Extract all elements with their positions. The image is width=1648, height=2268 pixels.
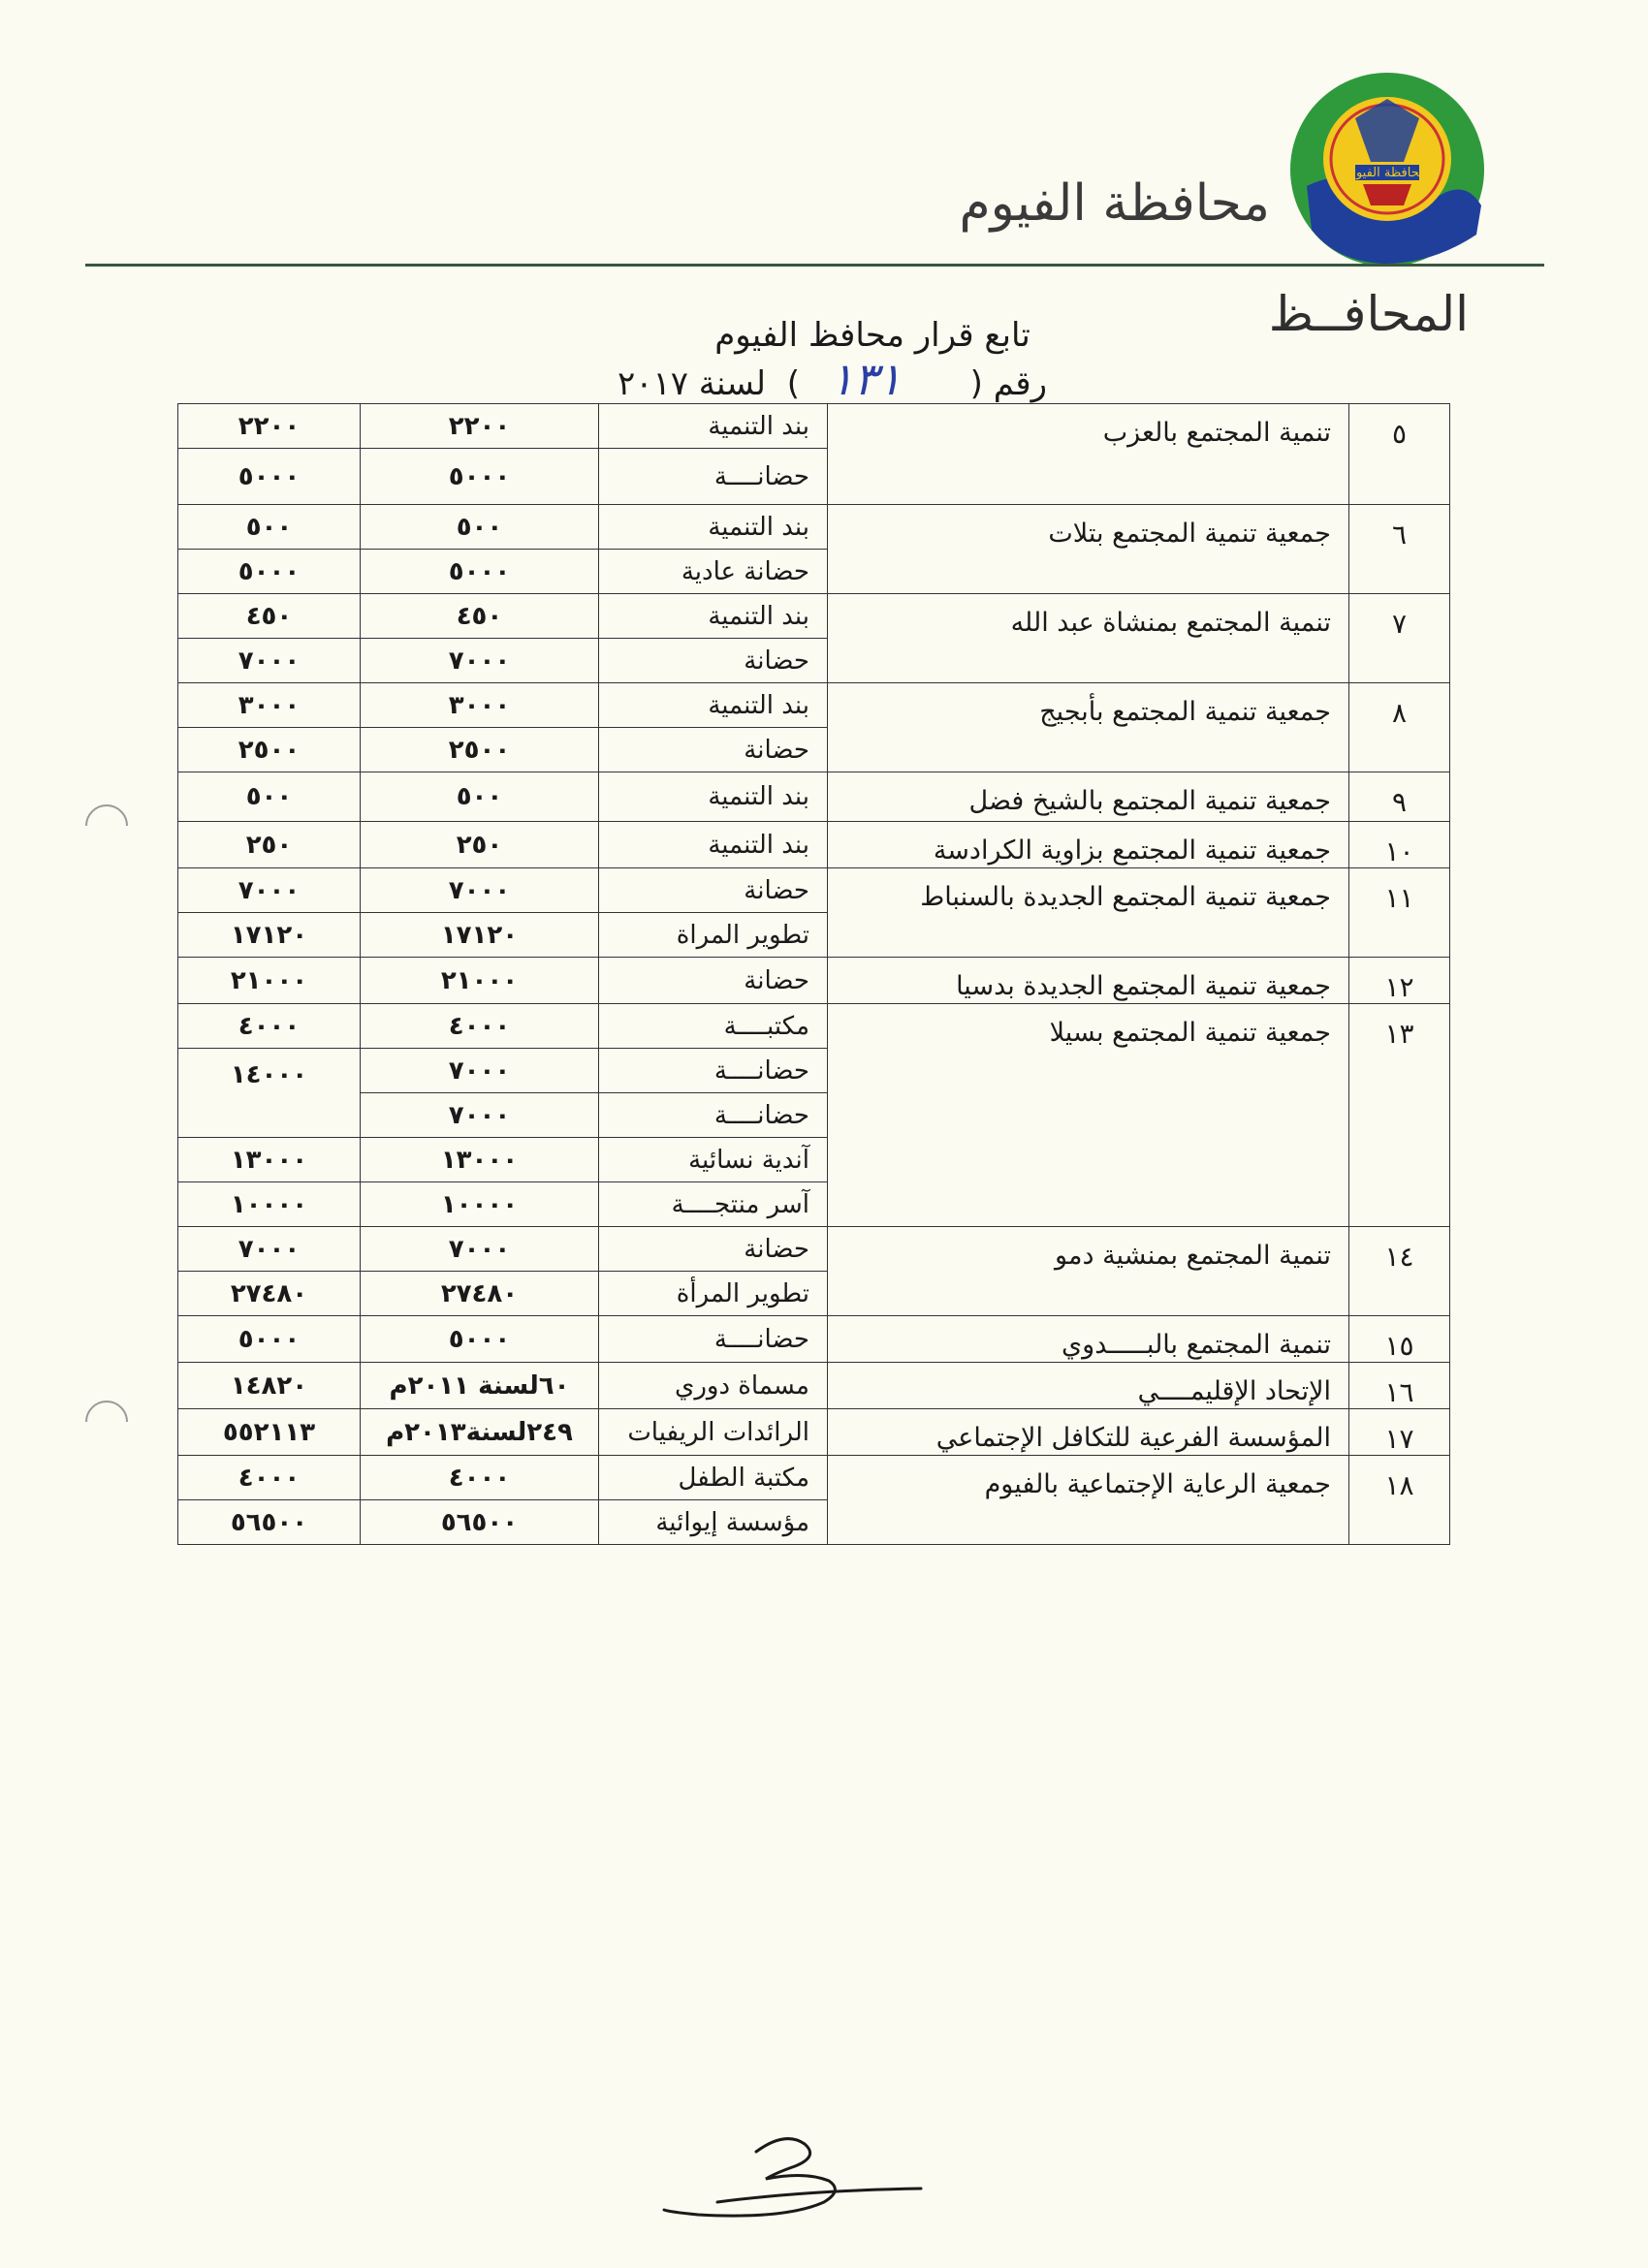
row-total: ٥٠٠	[178, 772, 361, 822]
row-serial: ٩	[1349, 772, 1450, 822]
decree-number-label: رقم (	[969, 364, 1047, 403]
row-amount: ٢٤٩لسنة٢٠١٣م	[361, 1409, 599, 1456]
decree-close-paren: )	[786, 364, 800, 403]
table-row	[178, 822, 1450, 868]
row-serial: ٧	[1349, 594, 1450, 683]
row-amount: ٢٥٠٠	[361, 728, 599, 772]
row-item: الرائدات الريفيات	[599, 1409, 828, 1456]
row-item: حضانة	[599, 868, 828, 913]
row-entity: تنمية المجتمع بالعزب	[828, 404, 1349, 505]
row-serial: ١٨	[1349, 1456, 1450, 1545]
row-item: مكتبة الطفل	[599, 1456, 828, 1500]
row-serial: ٨	[1349, 683, 1450, 772]
row-amount: ٥٠٠٠	[361, 1316, 599, 1363]
row-amount: ٢٧٤٨٠	[361, 1272, 599, 1316]
row-total: ٤٥٠	[178, 594, 361, 639]
row-amount: ٧٠٠٠	[361, 868, 599, 913]
header-divider	[85, 264, 1544, 267]
row-entity: جمعية تنمية المجتمع بسيلا	[828, 1004, 1349, 1227]
row-item: بند التنمية	[599, 683, 828, 728]
row-total: ١٠٠٠٠	[178, 1182, 361, 1227]
row-total: ٣٠٠٠	[178, 683, 361, 728]
row-serial: ١٠	[1349, 822, 1450, 868]
row-amount: ٢٥٠	[361, 822, 599, 868]
row-entity: تنمية المجتمع بمنشية دمو	[828, 1227, 1349, 1316]
decree-number-handwritten: ١٣١	[829, 353, 902, 405]
row-amount: ٧٠٠٠	[361, 1227, 599, 1272]
row-entity: تنمية المجتمع بمنشاة عبد الله	[828, 594, 1349, 683]
row-amount: ٥٠٠٠	[361, 449, 599, 505]
row-item: حضانة	[599, 958, 828, 1004]
row-total: ٧٠٠٠	[178, 639, 361, 683]
row-item: حضانة	[599, 1227, 828, 1272]
row-item: مؤسسة إيوائية	[599, 1500, 828, 1545]
row-amount: ٢٢٠٠	[361, 404, 599, 449]
row-serial: ١١	[1349, 868, 1450, 958]
row-entity: جمعية تنمية المجتمع بزاوية الكرادسة	[828, 822, 1349, 868]
table-row	[178, 1316, 1450, 1363]
row-item: بند التنمية	[599, 822, 828, 868]
row-entity: جمعية الرعاية الإجتماعية بالفيوم	[828, 1456, 1349, 1545]
row-item: حضانــــة	[599, 1049, 828, 1093]
row-total: ٢٢٠٠	[178, 404, 361, 449]
row-amount: ٥٠٠	[361, 772, 599, 822]
row-entity: المؤسسة الفرعية للتكافل الإجتماعي	[828, 1409, 1349, 1456]
table-row	[178, 868, 1450, 913]
governorate-name: محافظة الفيوم	[959, 174, 1270, 233]
row-entity: الإتحاد الإقليمــــي	[828, 1363, 1349, 1409]
row-amount: ٧٠٠٠	[361, 639, 599, 683]
row-serial: ٥	[1349, 404, 1450, 505]
row-entity: تنمية المجتمع بالبـــــدوي	[828, 1316, 1349, 1363]
table-row	[178, 958, 1450, 1004]
decree-year: لسنة ٢٠١٧	[617, 364, 766, 403]
row-item: حضانة	[599, 639, 828, 683]
row-total: ١٤٨٢٠	[178, 1363, 361, 1409]
table-row	[178, 772, 1450, 822]
row-total: ١٧١٢٠	[178, 913, 361, 958]
table-row	[178, 1004, 1450, 1049]
punch-hole-bottom	[85, 1401, 128, 1443]
row-serial: ١٧	[1349, 1409, 1450, 1456]
row-total: ٥٠٠٠	[178, 449, 361, 505]
table-row	[178, 683, 1450, 728]
row-item: آندية نسائية	[599, 1138, 828, 1182]
row-total: ٢٧٤٨٠	[178, 1272, 361, 1316]
row-total: ٥٥٢١١٣	[178, 1409, 361, 1456]
row-amount: ٥٠٠٠	[361, 550, 599, 594]
row-entity: جمعية تنمية المجتمع الجديدة بالسنباط	[828, 868, 1349, 958]
row-total: ٢١٠٠٠	[178, 958, 361, 1004]
row-item: حضانــــة	[599, 1316, 828, 1363]
row-total: ١٤٠٠٠	[178, 1049, 361, 1138]
row-serial: ٦	[1349, 505, 1450, 594]
row-amount: ٢١٠٠٠	[361, 958, 599, 1004]
row-serial: ١٤	[1349, 1227, 1450, 1316]
row-item: مكتبــــة	[599, 1004, 828, 1049]
logo-text: محافظة الفيوم	[1347, 166, 1427, 180]
row-item: بند التنمية	[599, 404, 828, 449]
row-item: بند التنمية	[599, 505, 828, 550]
row-serial: ١٣	[1349, 1004, 1450, 1227]
table-row	[178, 1456, 1450, 1500]
row-total: ٥٠٠	[178, 505, 361, 550]
row-item: حضانــــة	[599, 449, 828, 505]
table-row	[178, 1363, 1450, 1409]
row-item: بند التنمية	[599, 772, 828, 822]
allocation-table	[177, 403, 1450, 1545]
row-amount: ١٧١٢٠	[361, 913, 599, 958]
row-total: ٧٠٠٠	[178, 868, 361, 913]
row-amount: ١٣٠٠٠	[361, 1138, 599, 1182]
row-item: حضانة عادية	[599, 550, 828, 594]
row-item: تطوير المرأة	[599, 1272, 828, 1316]
row-amount: ٧٠٠٠	[361, 1049, 599, 1093]
table-row	[178, 594, 1450, 639]
row-item: بند التنمية	[599, 594, 828, 639]
row-total: ٥٦٥٠٠	[178, 1500, 361, 1545]
punch-hole-top	[85, 804, 128, 847]
table-row	[178, 404, 1450, 449]
row-item: آسر منتجــــة	[599, 1182, 828, 1227]
row-total: ٥٠٠٠	[178, 550, 361, 594]
row-total: ٢٥٠٠	[178, 728, 361, 772]
governorate-logo	[1287, 70, 1487, 269]
row-item: حضانة	[599, 728, 828, 772]
row-total: ٤٠٠٠	[178, 1004, 361, 1049]
row-serial: ١٥	[1349, 1316, 1450, 1363]
row-serial: ١٢	[1349, 958, 1450, 1004]
office-title: المحافــظ	[1268, 286, 1469, 342]
row-entity: جمعية تنمية المجتمع الجديدة بدسيا	[828, 958, 1349, 1004]
row-entity: جمعية تنمية المجتمع بتلات	[828, 505, 1349, 594]
row-amount: ٦٠لسنة ٢٠١١م	[361, 1363, 599, 1409]
row-amount: ٥٠٠	[361, 505, 599, 550]
table-row	[178, 1227, 1450, 1272]
row-total: ٧٠٠٠	[178, 1227, 361, 1272]
row-amount: ٣٠٠٠	[361, 683, 599, 728]
row-total: ٥٠٠٠	[178, 1316, 361, 1363]
row-total: ٤٠٠٠	[178, 1456, 361, 1500]
signature	[659, 2123, 950, 2229]
row-entity: جمعية تنمية المجتمع بأبجيج	[828, 683, 1349, 772]
row-amount: ٤٥٠	[361, 594, 599, 639]
table-row	[178, 1409, 1450, 1456]
row-amount: ٤٠٠٠	[361, 1456, 599, 1500]
row-serial: ١٦	[1349, 1363, 1450, 1409]
row-item: تطوير المراة	[599, 913, 828, 958]
row-amount: ١٠٠٠٠	[361, 1182, 599, 1227]
row-item: مسماة دوري	[599, 1363, 828, 1409]
row-total: ١٣٠٠٠	[178, 1138, 361, 1182]
decree-title: تابع قرار محافظ الفيوم	[714, 316, 1030, 355]
row-entity: جمعية تنمية المجتمع بالشيخ فضل	[828, 772, 1349, 822]
row-amount: ٤٠٠٠	[361, 1004, 599, 1049]
row-amount: ٧٠٠٠	[361, 1093, 599, 1138]
table-row	[178, 505, 1450, 550]
row-amount: ٥٦٥٠٠	[361, 1500, 599, 1545]
row-item: حضانــــة	[599, 1093, 828, 1138]
row-total: ٢٥٠	[178, 822, 361, 868]
